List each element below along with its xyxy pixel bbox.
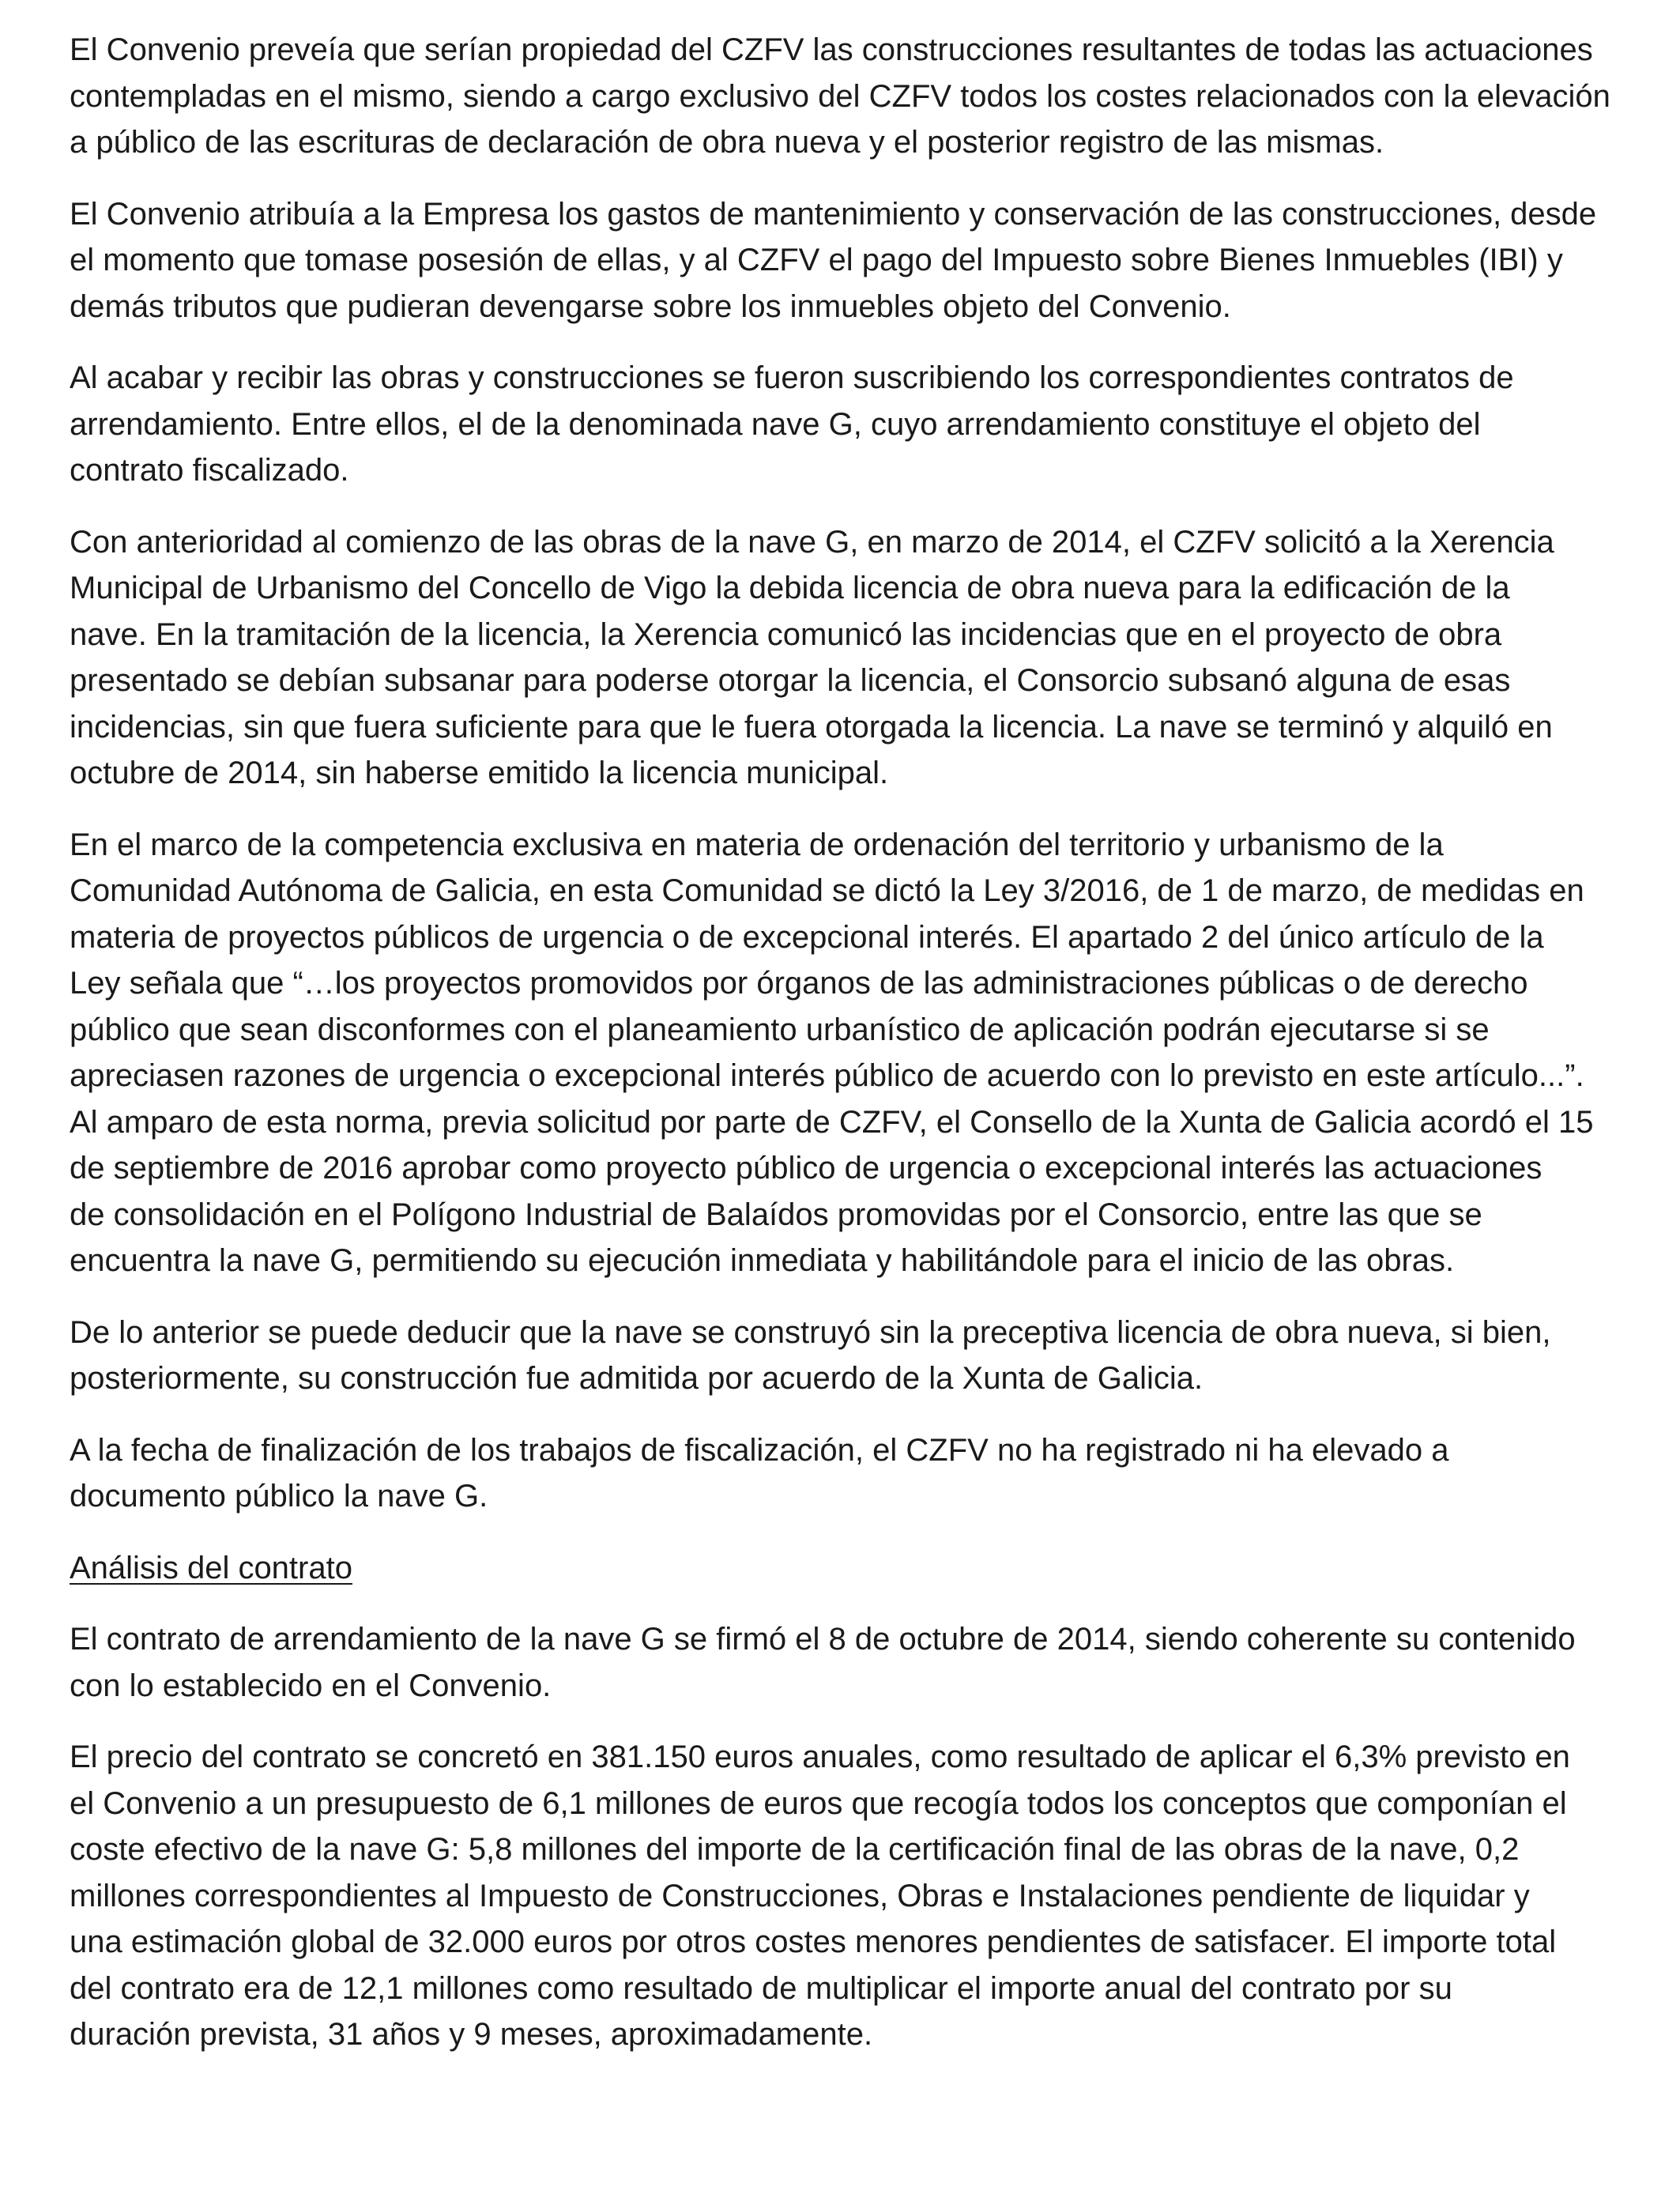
paragraph-deduccion: De lo anterior se puede deducir que la nave se construyó sin la preceptiva licencia de obra nueva, si bien, posteriormente, su construcción fue admitida por acuerdo de la Xunta de Galicia. xyxy=(70,1314,1551,1396)
paragraph-licencia-obra: Con anterioridad al comienzo de las obras de la nave G, en marzo de 2014, el CZFV solicitó a la Xerencia Municipal de Urbanismo del Concello de Vigo la debida licencia de obra nueva para la edificación de la nave. En la tramitación de la licencia, la Xerencia comunicó las incidencias que en el proyecto de obra presentado se debían subsanar para poderse otorgar la licencia, el Consorcio subsanó alguna de esas incidencias, sin que fuera suficiente para que le fuera otorgada la licencia. La nave se terminó y alquiló en octubre de 2014, sin haberse emitido la licencia municipal. xyxy=(70,524,1554,790)
document-page xyxy=(70,27,1618,2083)
paragraph-convenio-gastos: El Convenio atribuía a la Empresa los gastos de mantenimiento y conservación de las construcciones, desde el momento que tomase posesión de ellas, y al CZFV el pago del Impuesto sobre Bienes Inmuebles (IBI) y demás tributos que pudieran devengarse sobre los inmuebles objeto del Convenio. xyxy=(70,196,1597,324)
paragraph-precio-contrato: El precio del contrato se concretó en 381.150 euros anuales, como resultado de aplicar el 6,3% previsto en el Convenio a un presupuesto de 6,1 millones de euros que recogía todos los conceptos que componían el coste efectivo de la nave G: 5,8 millones del importe de la certificación final de las obras de la nave, 0,2 millones correspondientes al Impuesto de Construcciones, Obras e Instalaciones pendiente de liquidar y una estimación global de 32.000 euros por otros costes menores pendientes de satisfacer. El importe total del contrato era de 12,1 millones como resultado de multiplicar el importe anual del contrato por su duración prevista, 31 años y 9 meses, aproximadamente. xyxy=(70,1740,1570,2052)
section-heading-analisis: Análisis del contrato xyxy=(70,1550,352,1585)
paragraph-contratos-arrendamiento: Al acabar y recibir las obras y construcciones se fueron suscribiendo los correspondientes contratos de arrendamiento. Entre ellos, el de la denominada nave G, cuyo arrendamiento constituye el objeto del contrato fiscalizado. xyxy=(70,360,1514,488)
paragraph-fecha-finalizacion: A la fecha de finalización de los trabajos de fiscalización, el CZFV no ha registrado ni ha elevado a documento público la nave G. xyxy=(70,1432,1449,1514)
paragraph-firma-contrato: El contrato de arrendamiento de la nave G se firmó el 8 de octubre de 2014, siendo coherente su contenido con lo establecido en el Convenio. xyxy=(70,1622,1576,1703)
paragraph-ley-3-2016: En el marco de la competencia exclusiva en materia de ordenación del territorio y urbanismo de la Comunidad Autónoma de Galicia, en esta Comunidad se dictó la Ley 3/2016, de 1 de marzo, de medidas en materia de proyectos públicos de urgencia o de excepcional interés. El apartado 2 del único artículo de la Ley señala que “…los proyectos promovidos por órganos de las administraciones públicas o de derecho público que sean disconformes con el planeamiento urbanístico de aplicación podrán ejecutarse si se apreciasen razones de urgencia o excepcional interés público de acuerdo con lo previsto en este artículo...”. Al amparo de esta norma, previa solicitud por parte de CZFV, el Consello de la Xunta de Galicia acordó el 15 de septiembre de 2016 aprobar como proyecto público de urgencia o excepcional interés las actuaciones de consolidación en el Polígono Industrial de Balaídos promovidas por el Consorcio, entre las que se encuentra la nave G, permitiendo su ejecución inmediata y habilitándole para el inicio de las obras. xyxy=(70,827,1594,1278)
paragraph-convenio-propiedad: El Convenio preveía que serían propiedad del CZFV las construcciones resultantes de todas las actuaciones contempladas en el mismo, siendo a cargo exclusivo del CZFV todos los costes relacionados con la elevación a público de las escrituras de declaración de obra nueva y el posterior registro de las mismas. xyxy=(70,32,1610,160)
